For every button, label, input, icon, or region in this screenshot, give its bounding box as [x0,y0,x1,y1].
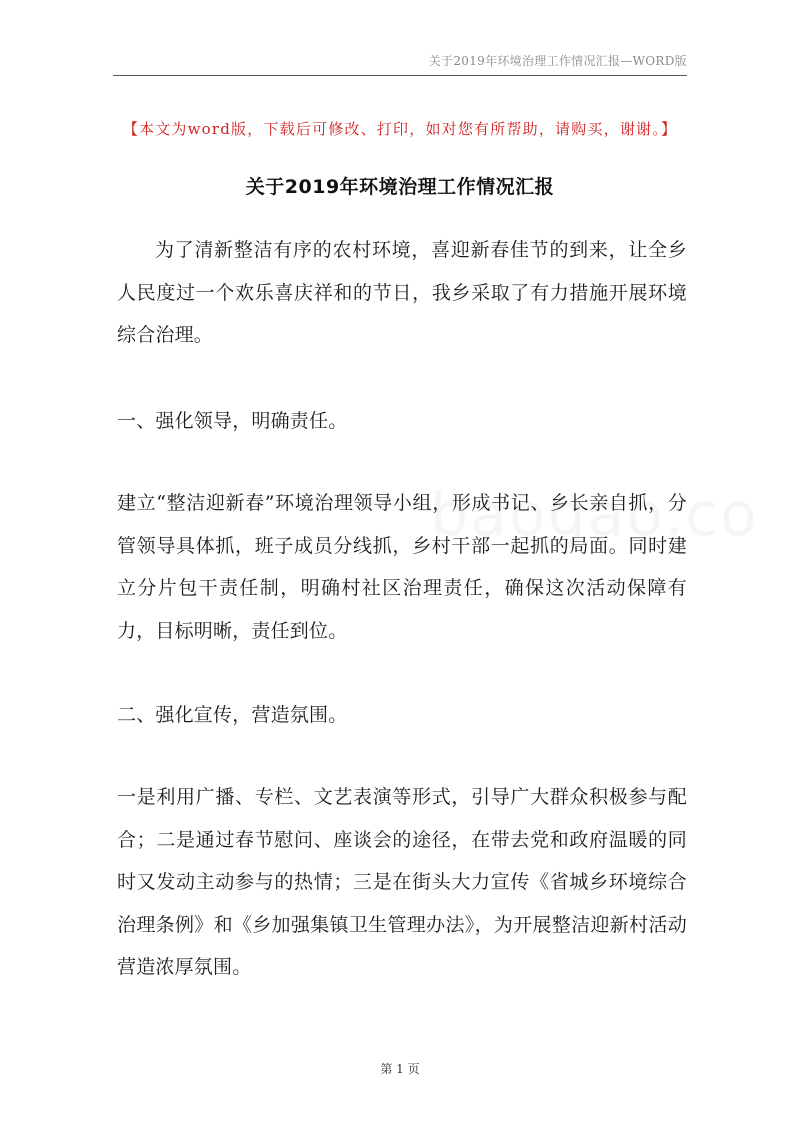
document-title: 关于2019年环境治理工作情况汇报 [245,176,555,198]
purchase-notice: 【本文为word版，下载后可修改、打印，如对您有所帮助，请购买，谢谢。】 [122,120,678,138]
page-number: 第 1 页 [380,1062,420,1076]
section-heading-1: 一、强化领导，明确责任。 [117,410,348,432]
section-paragraph-2: 一是利用广播、专栏、文艺表演等形式，引导广大群众积极参与配合；二是通过春节慰问、座谈会的途径，在带去党和政府温暖的同时又发动主动参与的热情；三是在街头大力宣传《省城乡环境综合治理条例》和《乡加强集镇卫生管理办法》，为开展整洁迎新村活动营造浓厚氛围。 [117,786,687,978]
running-header: 关于2019年环境治理工作情况汇报—WORD版 [428,54,687,68]
header-rule [113,75,687,76]
section-paragraph-1: 建立“整洁迎新春”环境治理领导小组，形成书记、乡长亲自抓，分管领导具体抓，班子成员分线抓，乡村干部一起抓的局面。同时建立分片包干责任制，明确村社区治理责任，确保这次活动保障有力，目标明晰，责任到位。 [117,492,687,642]
section-heading-2: 二、强化宣传，营造氛围。 [117,704,348,726]
intro-paragraph: 为了清新整洁有序的农村环境，喜迎新春佳节的到来，让全乡人民度过一个欢乐喜庆祥和的节日，我乡采取了有力措施开展环境综合治理。 [117,239,687,346]
